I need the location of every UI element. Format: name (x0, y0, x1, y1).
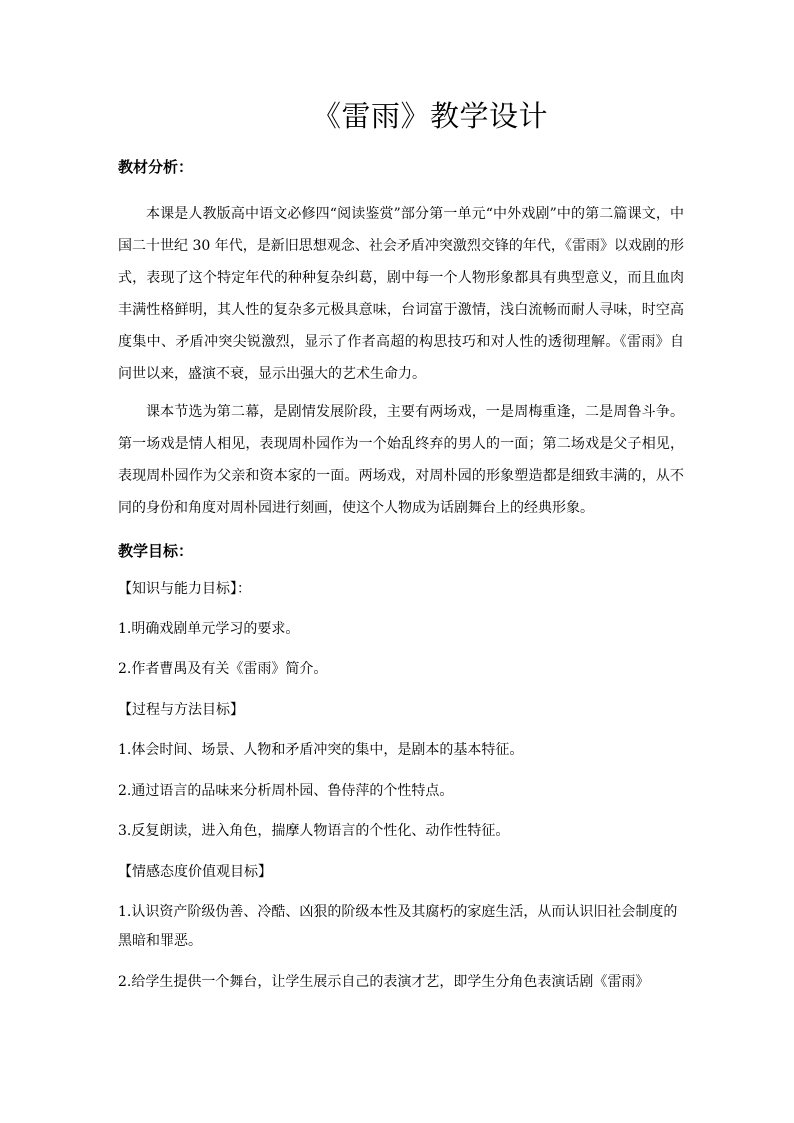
process-goal-item-3: 3.反复朗读，进入角色，揣摩人物语言的个性化、动作性特征。 (118, 823, 510, 839)
material-analysis-paragraph-1: 本课是人教版高中语文必修四“阅读鉴赏”部分第一单元“中外戏剧”中的第二篇课文，中国二十世纪 30 年代，是新旧思想观念、社会矛盾冲突激烈交锋的年代，《雷雨》以戏剧的形式，表现了这个特定年代的种种复杂纠葛，剧中每一个人物形象都具有典型意义，而且血肉丰满性格鲜明，其人性的复杂多元极具意味，台词富于激情，浅白流畅而耐人寻味，时空高度集中、矛盾冲突尖锐激烈，显示了作者高超的构思技巧和对人性的透彻理解。《雷雨》自问世以来，盛演不衰，显示出强大的艺术生命力。 (118, 206, 684, 382)
knowledge-goals-label: 【知识与能力目标】： (118, 581, 251, 597)
knowledge-goal-item-1: 1.明确戏剧单元学习的要求。 (118, 621, 300, 637)
emotion-goal-item-2: 2.给学生提供一个舞台，让学生展示自己的表演才艺，即学生分角色表演话剧《雷雨》 (118, 974, 650, 990)
material-analysis-heading: 教材分析： (118, 158, 194, 176)
emotion-goal-item-1: 1.认识资产阶级伪善、冷酷、凶狠的阶级本性及其腐朽的家庭生活，从而认识旧社会制度的黑暗和罪恶。 (118, 904, 678, 949)
document-title: 《雷雨》教学设计 (311, 99, 548, 133)
teaching-goals-heading: 教学目标： (118, 542, 194, 560)
process-goal-item-2: 2.通过语言的品味来分析周朴园、鲁侍萍的个性特点。 (118, 783, 454, 799)
material-analysis-paragraph-2: 课本节选为第二幕，是剧情发展阶段，主要有两场戏，一是周梅重逢，二是周鲁斗争。第一场戏是情人相见，表现周朴园作为一个始乱终弃的男人的一面；第二场戏是父子相见，表现周朴园作为父亲和资本家的一面。两场戏，对周朴园的形象塑造都是细致丰满的，从不同的身份和角度对周朴园进行刻画，使这个人物成为话剧舞台上的经典形象。 (118, 404, 684, 516)
knowledge-goal-item-2: 2.作者曹禺及有关《雷雨》简介。 (118, 661, 328, 677)
process-goal-item-1: 1.体会时间、场景、人物和矛盾冲突的集中，是剧本的基本特征。 (118, 742, 524, 758)
emotion-goals-label: 【情感态度价值观目标】 (118, 864, 272, 880)
process-goals-label: 【过程与方法目标】 (118, 702, 244, 718)
